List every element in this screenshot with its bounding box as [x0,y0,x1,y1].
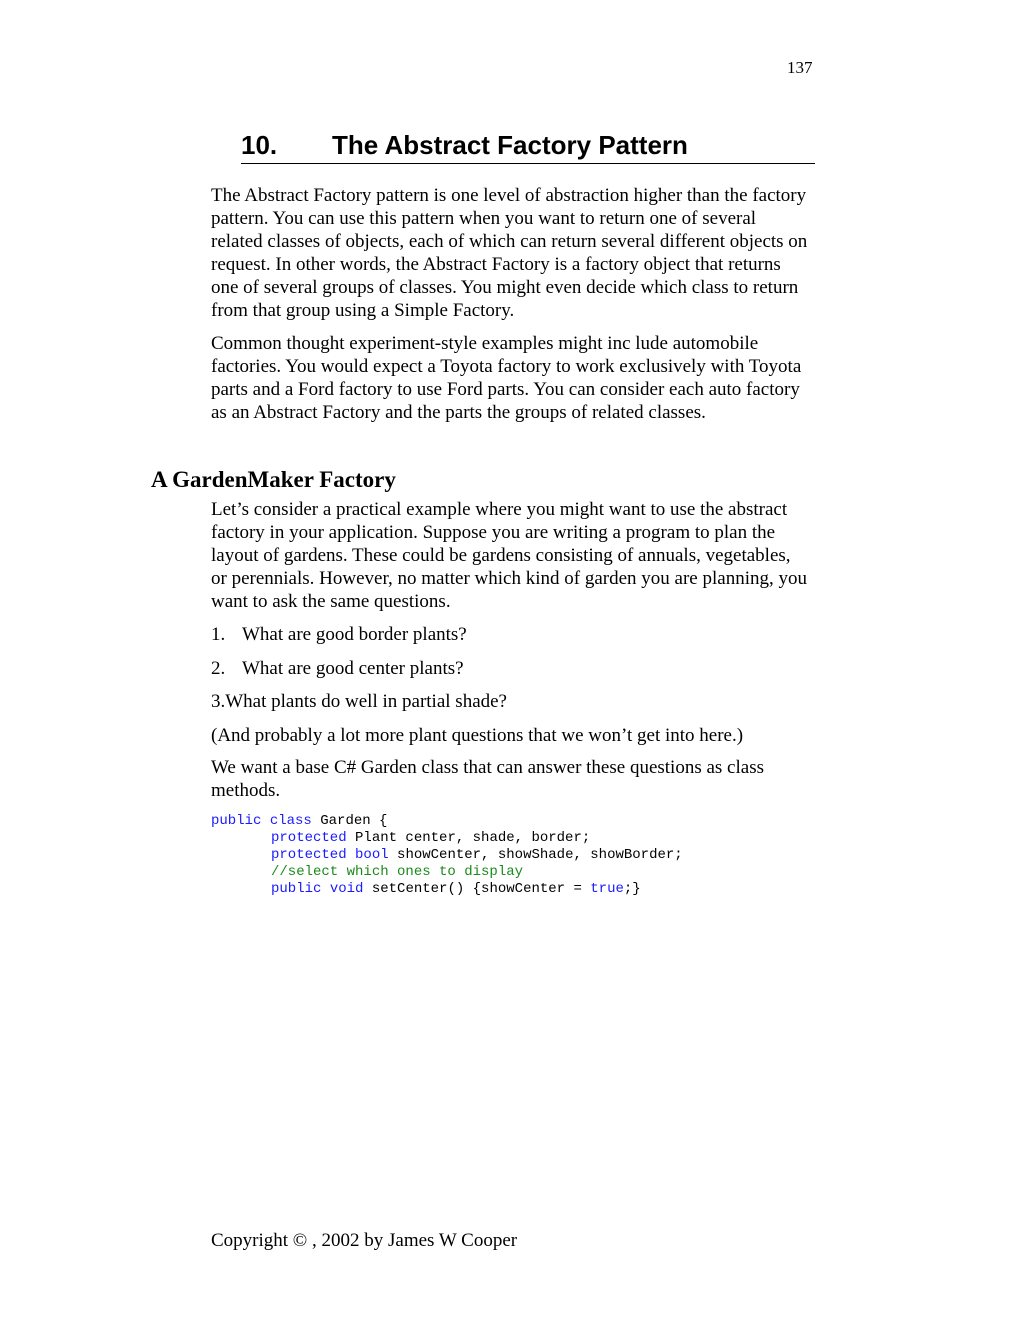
code-line [211,847,683,864]
code-keyword: bool [355,847,389,863]
list-item-text: What are good center plants? [242,658,464,679]
code-text: showCenter, showShade, showBorder; [388,847,683,863]
code-text: Plant center, shade, border; [346,830,591,846]
code-text: Garden { [311,813,388,829]
list-item [211,690,507,713]
chapter-heading [241,127,815,164]
code-keyword: protected [271,830,347,846]
section-heading: A GardenMaker Factory [151,467,396,492]
list-item [211,657,464,680]
list-marker: 1. [211,624,226,645]
chapter-title: The Abstract Factory Pattern [332,130,688,160]
code-line [211,864,683,881]
list-item-text: What are good border plants? [242,624,467,645]
code-keyword: class [269,813,312,829]
code-keyword: void [329,881,364,897]
code-comment: //select which ones to display [271,864,524,880]
closing-paragraph: We want a base C# Garden class that can answer these questions as class methods. [211,757,764,801]
section-intro-paragraph: Let’s consider a practical example where you might want to use the abstract factory in your application. Suppose you are writing a program to plan the layout of gardens. These could be gardens consisting of annuals, vegetables, or perennials. However, no matter which kind of garden you are planning, you want to ask the same questions. [211,499,807,612]
code-keyword: public [271,881,322,897]
code-keyword: protected [271,847,347,863]
code-line [211,830,683,847]
list-item-text: What plants do well in partial shade? [225,691,507,712]
page-number: 137 [787,58,813,77]
code-line [211,813,683,830]
examples-paragraph: Common thought experiment-style examples might inc lude automobile factories. You would expect a Toyota factory to work exclusively with Toyota parts and a Ford factory to use Ford parts. You can consider each auto factory as an Abstract Factory and the parts the groups of related classes. [211,333,802,423]
list-marker: 3. [211,691,226,712]
footer-copyright: Copyright © , 2002 by James W Cooper [211,1230,518,1251]
code-keyword: public [211,813,262,829]
list-item [211,623,467,646]
list-marker: 2. [211,658,226,679]
code-text: setCenter() {showCenter = [363,881,591,897]
code-line [211,881,683,898]
aside-paragraph: (And probably a lot more plant questions that we won’t get into here.) [211,725,744,746]
chapter-number: 10. [241,130,278,160]
code-text: ;} [623,881,641,897]
code-keyword: true [590,881,624,897]
intro-paragraph: The Abstract Factory pattern is one level of abstraction higher than the factory pattern. You can use this pattern when you want to return one of several related classes of objects, each of which can return several different objects on request. In other words, the Abstract Factory is a factory object that returns one of several groups of classes. You might even decide which class to return from that group using a Simple Factory. [211,185,808,321]
code-block [211,813,683,898]
